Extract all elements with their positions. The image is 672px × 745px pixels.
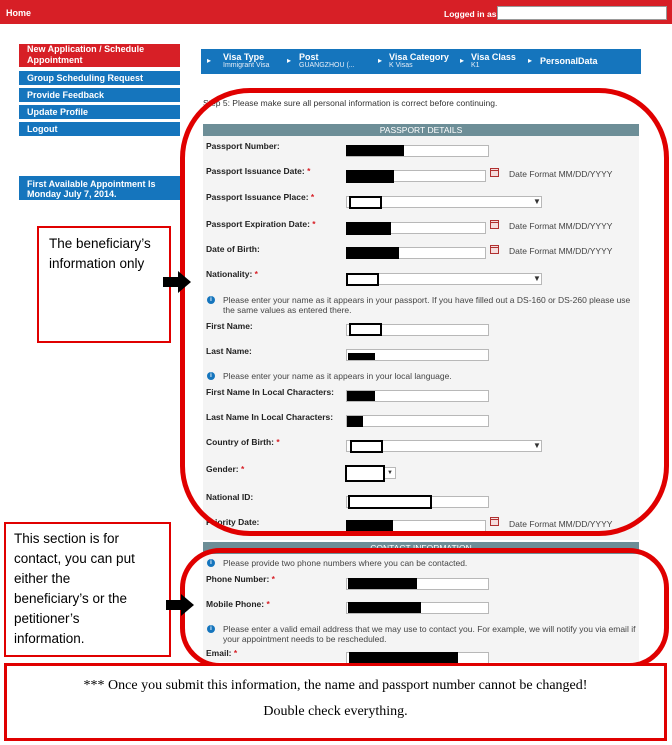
label-text: Passport Issuance Place: bbox=[206, 192, 309, 202]
chevron-right-icon: ▸ bbox=[460, 56, 465, 65]
label-text: Nationality: bbox=[206, 269, 253, 279]
required-marker: * bbox=[312, 219, 316, 229]
step-value: GUANGZHOU (... bbox=[299, 62, 355, 69]
passport-name-note: Please enter your name as it appears in your passport. If you have filled out a DS-160 or DS-260 please use the same values as entered there. bbox=[223, 295, 631, 315]
warning-line-1: *** Once you submit this information, the name and passport number cannot be changed! bbox=[83, 678, 588, 693]
required-marker: * bbox=[276, 437, 280, 447]
logged-in-username-redacted bbox=[497, 6, 667, 20]
national-id-label: National ID: bbox=[206, 492, 254, 502]
sidebar-item-group-scheduling[interactable] bbox=[19, 71, 180, 86]
home-link[interactable]: Home bbox=[6, 8, 32, 18]
contact-note-box bbox=[4, 522, 171, 657]
last-name-label: Last Name: bbox=[206, 346, 252, 356]
date-format-hint: Date Format MM/DD/YYYY bbox=[509, 246, 613, 256]
info-icon: i bbox=[207, 296, 215, 304]
sidebar-item-feedback[interactable] bbox=[19, 88, 180, 103]
annotation-line: This section is for bbox=[14, 531, 120, 546]
sidebar-item-new-application[interactable] bbox=[19, 44, 180, 68]
sidebar-item-label: New Application / Schedule Appointment bbox=[27, 44, 145, 65]
chevron-down-icon: ▼ bbox=[533, 197, 541, 206]
step-title: PersonalData bbox=[540, 56, 598, 66]
chevron-down-icon: ▼ bbox=[387, 470, 393, 476]
label-text: Passport Expiration Date: bbox=[206, 219, 310, 229]
first-available-appointment: First Available Appointment Is Monday July 7, 2014. bbox=[19, 176, 180, 200]
annotation-line: either the bbox=[14, 571, 71, 586]
info-icon: i bbox=[207, 625, 215, 633]
step-value: K Visas bbox=[389, 62, 413, 69]
annotation-line: contact, you can put bbox=[14, 551, 135, 566]
chevron-right-icon: ▸ bbox=[378, 56, 383, 65]
warning-box bbox=[4, 663, 667, 741]
step-post bbox=[299, 52, 355, 69]
contact-information-header: CONTACT INFORMATION bbox=[203, 542, 639, 554]
passport-details-header: PASSPORT DETAILS bbox=[203, 124, 639, 136]
logged-in-label: Logged in as bbox=[444, 9, 497, 19]
date-format-hint: Date Format MM/DD/YYYY bbox=[509, 221, 613, 231]
step-title: Post bbox=[299, 52, 319, 62]
contact-section-highlight bbox=[180, 548, 669, 668]
first-name-label: First Name: bbox=[206, 321, 253, 331]
step-title: Visa Type bbox=[223, 52, 265, 62]
label-text: Gender: bbox=[206, 464, 239, 474]
step-breadcrumb bbox=[201, 49, 641, 74]
required-marker: * bbox=[266, 599, 270, 609]
step-instruction: Step 5: Please make sure all personal information is correct before continuing. bbox=[203, 98, 498, 108]
chevron-down-icon: ▼ bbox=[533, 441, 541, 450]
email-note: Please enter a valid email address that we may use to contact you. For example, we will notify you via email if your appointment needs to be rescheduled. bbox=[223, 624, 636, 644]
step-title: Visa Class bbox=[471, 52, 516, 62]
step-visa-category bbox=[389, 52, 449, 69]
required-marker: * bbox=[240, 464, 245, 474]
step-visa-type bbox=[223, 52, 270, 69]
step-personal-data bbox=[540, 56, 598, 66]
arrow-right-icon bbox=[166, 594, 194, 616]
beneficiary-note-box bbox=[37, 226, 171, 343]
sidebar-item-logout[interactable] bbox=[19, 122, 180, 137]
beneficiary-section-highlight bbox=[180, 88, 669, 536]
date-format-hint: Date Format MM/DD/YYYY bbox=[509, 169, 613, 179]
label-text: Passport Issuance Date: bbox=[206, 166, 305, 176]
label-text: Phone Number: bbox=[206, 574, 270, 584]
local-language-note: Please enter your name as it appears in your local language. bbox=[223, 371, 452, 381]
step-value: K1 bbox=[471, 62, 480, 69]
annotation-line: information only bbox=[49, 256, 145, 271]
sidebar-item-label: Provide Feedback bbox=[27, 90, 105, 100]
step-title: Visa Category bbox=[389, 52, 449, 62]
priority-date-label: Priority Date: bbox=[206, 517, 260, 527]
annotation-line: information. bbox=[14, 631, 85, 646]
passport-number-label: Passport Number: bbox=[206, 141, 280, 151]
chevron-right-icon: ▸ bbox=[528, 56, 533, 65]
sidebar-item-label: Update Profile bbox=[27, 107, 89, 117]
sidebar-item-update-profile[interactable] bbox=[19, 105, 180, 120]
label-text: Email: bbox=[206, 648, 232, 658]
top-bar bbox=[0, 0, 672, 24]
sidebar-item-label: Group Scheduling Request bbox=[27, 73, 144, 83]
phone-note: Please provide two phone numbers where you can be contacted. bbox=[223, 558, 468, 568]
info-icon: i bbox=[207, 559, 215, 567]
required-marker: * bbox=[307, 166, 311, 176]
required-marker: * bbox=[233, 648, 238, 658]
required-marker: * bbox=[310, 192, 315, 202]
first-name-local-label: First Name In Local Characters: bbox=[206, 387, 335, 397]
required-marker: * bbox=[271, 574, 275, 584]
arrow-right-icon bbox=[163, 271, 191, 293]
step-value: Immigrant Visa bbox=[223, 62, 270, 69]
sidebar-item-label: Logout bbox=[27, 124, 58, 134]
warning-line-2: Double check everything. bbox=[263, 704, 408, 719]
annotation-line: beneficiary’s or the bbox=[14, 591, 128, 606]
required-marker: * bbox=[254, 269, 258, 279]
chevron-down-icon: ▼ bbox=[533, 274, 541, 283]
date-of-birth-label: Date of Birth: bbox=[206, 244, 260, 254]
chevron-right-icon: ▸ bbox=[207, 56, 212, 65]
last-name-local-label: Last Name In Local Characters: bbox=[206, 412, 334, 422]
annotation-line: The beneficiary’s bbox=[49, 236, 151, 251]
chevron-right-icon: ▸ bbox=[287, 56, 292, 65]
label-text: Country of Birth: bbox=[206, 437, 274, 447]
date-format-hint: Date Format MM/DD/YYYY bbox=[509, 519, 613, 529]
label-text: Mobile Phone: bbox=[206, 599, 265, 609]
info-icon: i bbox=[207, 372, 215, 380]
annotation-line: petitioner’s bbox=[14, 611, 80, 626]
step-visa-class bbox=[471, 52, 516, 69]
